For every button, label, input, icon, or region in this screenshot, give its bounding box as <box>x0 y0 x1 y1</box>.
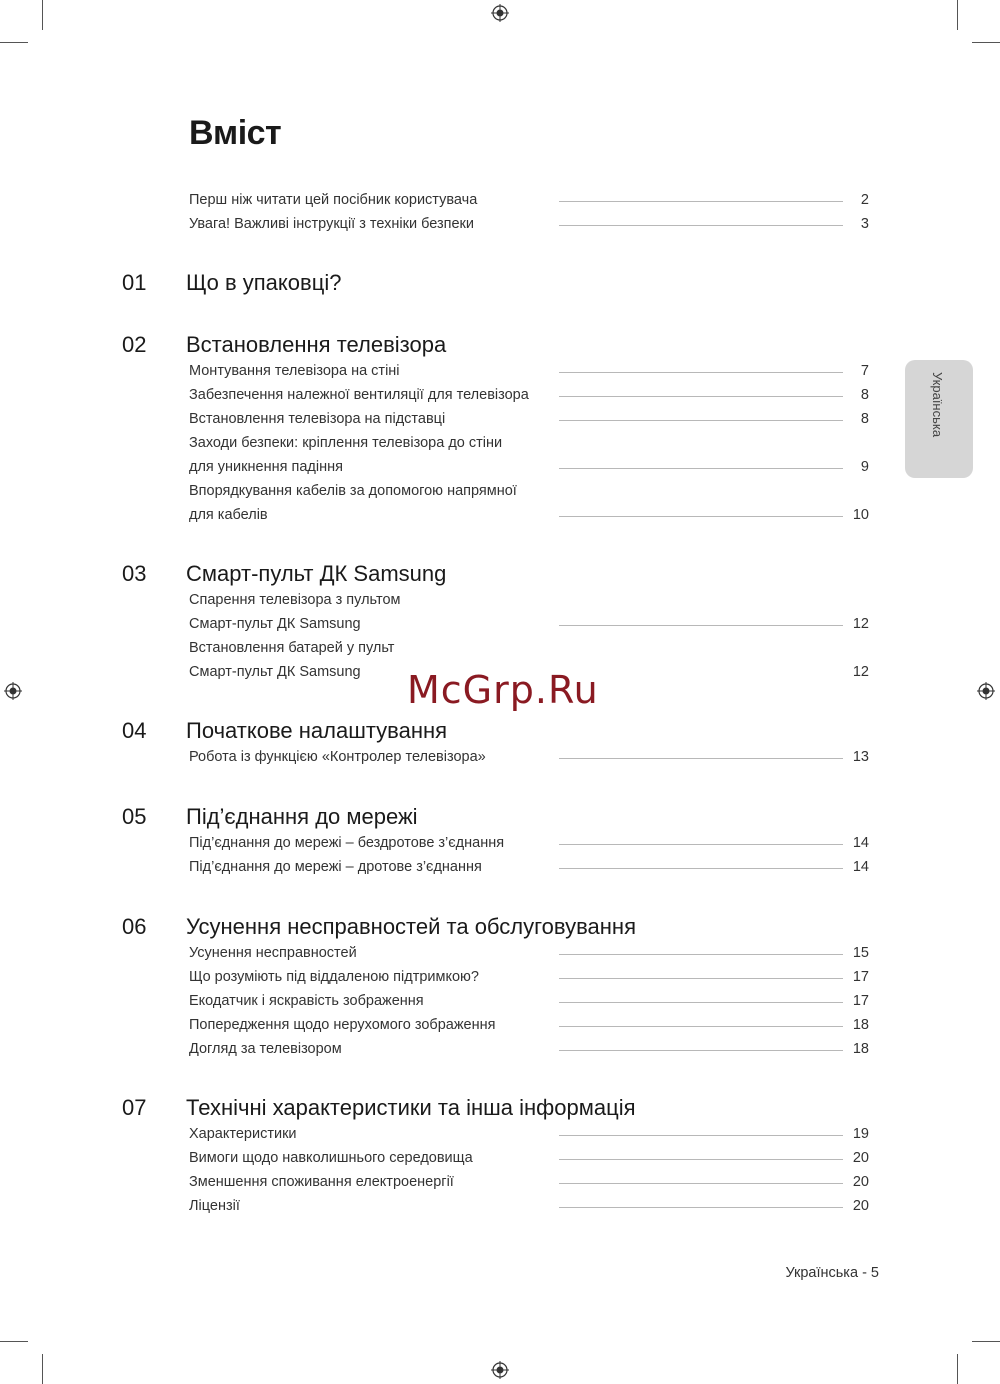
toc-page-number: 8 <box>860 387 869 403</box>
toc-entry[interactable] <box>189 856 869 880</box>
toc-entry[interactable] <box>189 589 869 637</box>
toc-entry-label: Догляд за телевізором <box>189 1041 342 1057</box>
section-title: Встановлення телевізора <box>186 332 447 357</box>
crop-mark <box>0 42 28 43</box>
toc-leader <box>559 978 843 979</box>
toc-entry-label: Зменшення споживання електроенергії <box>189 1174 454 1190</box>
toc-entry-label-continued: для кабелів <box>189 507 268 523</box>
page-footer: Українська - 5 <box>785 1265 879 1281</box>
toc-entry-label: Перш ніж читати цей посібник користувача <box>189 192 478 208</box>
toc-entry-label: Що розуміють під віддаленою підтримкою? <box>189 969 479 985</box>
toc-entry[interactable] <box>189 360 869 384</box>
language-side-tab[interactable] <box>905 360 973 478</box>
toc-entry-label: Увага! Важливі інструкції з техніки безпеки <box>189 216 474 232</box>
section-number: 06 <box>122 914 147 939</box>
toc-entry[interactable] <box>189 832 869 856</box>
section-heading[interactable] <box>122 561 822 591</box>
toc-leader <box>559 1183 843 1184</box>
toc-entry-label: Впорядкування кабелів за допомогою напрямної <box>189 483 517 499</box>
toc-entry[interactable] <box>189 746 869 770</box>
toc-leader <box>559 516 843 517</box>
toc-leader <box>559 1050 843 1051</box>
section-number: 05 <box>122 804 147 829</box>
toc-leader <box>559 868 843 869</box>
toc-entry-label: Під’єднання до мережі – дротове з’єднання <box>189 859 482 875</box>
toc-leader <box>559 225 843 226</box>
toc-page-number: 19 <box>852 1126 869 1142</box>
toc-entry[interactable] <box>189 384 869 408</box>
section-title: Під’єднання до мережі <box>186 804 418 829</box>
toc-page-number: 13 <box>852 749 869 765</box>
toc-entry[interactable] <box>189 1014 869 1038</box>
toc-entry-label: Усунення несправностей <box>189 945 357 961</box>
toc-page-number: 9 <box>860 459 869 475</box>
toc-leader <box>559 954 843 955</box>
crop-mark <box>42 1354 43 1384</box>
toc-leader <box>559 1026 843 1027</box>
section-number: 07 <box>122 1095 147 1120</box>
toc-leader <box>559 1207 843 1208</box>
toc-page-number: 12 <box>852 616 869 632</box>
crop-mark <box>972 42 1000 43</box>
section-title: Що в упаковці? <box>186 270 342 295</box>
registration-mark-icon <box>491 1361 509 1379</box>
section-title: Початкове налаштування <box>186 718 448 743</box>
toc-entry[interactable] <box>189 942 869 966</box>
toc-entry[interactable] <box>189 432 869 480</box>
toc-entry[interactable] <box>189 1123 869 1147</box>
toc-page-number: 20 <box>852 1150 869 1166</box>
toc-leader <box>559 468 843 469</box>
toc-entry[interactable] <box>189 1195 869 1219</box>
crop-mark <box>0 1341 28 1342</box>
toc-leader <box>559 396 843 397</box>
toc-page-number: 2 <box>860 192 869 208</box>
toc-entry[interactable] <box>189 189 869 213</box>
section-heading[interactable] <box>122 804 822 834</box>
toc-entry-label: Встановлення батарей у пульт <box>189 640 395 656</box>
toc-entry[interactable] <box>189 408 869 432</box>
toc-entry-label: Ліцензії <box>189 1198 240 1214</box>
toc-entry-label-continued: Смарт-пульт ДК Samsung <box>189 664 361 680</box>
toc-entry-label: Робота із функцією «Контролер телевізора» <box>189 749 486 765</box>
toc-leader <box>559 625 843 626</box>
toc-page-number: 14 <box>852 859 869 875</box>
section-number: 03 <box>122 561 147 586</box>
section-heading[interactable] <box>122 1095 822 1125</box>
toc-entry-label: Під’єднання до мережі – бездротове з’єднання <box>189 835 505 851</box>
toc-entry-label-continued: Смарт-пульт ДК Samsung <box>189 616 361 632</box>
toc-entry[interactable] <box>189 213 869 237</box>
toc-leader <box>559 201 843 202</box>
section-heading[interactable] <box>122 270 822 300</box>
toc-page-number: 7 <box>860 363 869 379</box>
toc-entry[interactable] <box>189 1171 869 1195</box>
page-title: Вміст <box>189 114 282 152</box>
section-title: Усунення несправностей та обслуговування <box>186 914 636 939</box>
toc-entry[interactable] <box>189 966 869 990</box>
crop-mark <box>957 0 958 30</box>
toc-leader <box>559 758 843 759</box>
toc-entry-label: Вимоги щодо навколишнього середовища <box>189 1150 473 1166</box>
toc-entry-label: Забезпечення належної вентиляції для телевізора <box>189 387 529 403</box>
toc-page-number: 3 <box>860 216 869 232</box>
watermark: McGrp.Ru <box>407 668 599 712</box>
section-heading[interactable] <box>122 718 822 748</box>
section-title: Технічні характеристики та інша інформація <box>186 1095 636 1120</box>
toc-page-number: 20 <box>852 1174 869 1190</box>
toc-entry[interactable] <box>189 1038 869 1062</box>
section-number: 02 <box>122 332 147 357</box>
toc-leader <box>559 1135 843 1136</box>
toc-leader <box>559 844 843 845</box>
toc-entry[interactable] <box>189 990 869 1014</box>
toc-entry-label: Встановлення телевізора на підставці <box>189 411 446 427</box>
registration-mark-icon <box>4 682 22 700</box>
toc-leader <box>559 420 843 421</box>
section-heading[interactable] <box>122 914 822 944</box>
language-side-tab-label: Українська <box>930 372 945 438</box>
toc-page-number: 17 <box>852 993 869 1009</box>
toc-page-number: 20 <box>852 1198 869 1214</box>
toc-entry-label-continued: для уникнення падіння <box>189 459 343 475</box>
toc-page-number: 8 <box>860 411 869 427</box>
toc-entry-label: Монтування телевізора на стіні <box>189 363 400 379</box>
section-number: 01 <box>122 270 147 295</box>
toc-page-number: 18 <box>852 1017 869 1033</box>
toc-entry-label: Спарення телевізора з пультом <box>189 592 401 608</box>
toc-leader <box>559 372 843 373</box>
toc-page-number: 10 <box>852 507 869 523</box>
section-title: Смарт-пульт ДК Samsung <box>186 561 447 586</box>
registration-mark-icon <box>491 4 509 22</box>
toc-page-number: 17 <box>852 969 869 985</box>
crop-mark <box>957 1354 958 1384</box>
toc-leader <box>559 1159 843 1160</box>
toc-entry-label: Екодатчик і яскравість зображення <box>189 993 424 1009</box>
toc-page-number: 12 <box>852 664 869 680</box>
section-number: 04 <box>122 718 147 743</box>
toc-entry-label: Заходи безпеки: кріплення телевізора до стіни <box>189 435 503 451</box>
crop-mark <box>972 1341 1000 1342</box>
section-heading[interactable] <box>122 332 822 362</box>
toc-entry[interactable] <box>189 480 869 528</box>
registration-mark-icon <box>977 682 995 700</box>
toc-entry[interactable] <box>189 1147 869 1171</box>
toc-page-number: 15 <box>852 945 869 961</box>
crop-mark <box>42 0 43 30</box>
toc-leader <box>559 1002 843 1003</box>
toc-page-number: 14 <box>852 835 869 851</box>
toc-page-number: 18 <box>852 1041 869 1057</box>
toc-entry-label: Характеристики <box>189 1126 297 1142</box>
toc-entry-label: Попередження щодо нерухомого зображення <box>189 1017 496 1033</box>
